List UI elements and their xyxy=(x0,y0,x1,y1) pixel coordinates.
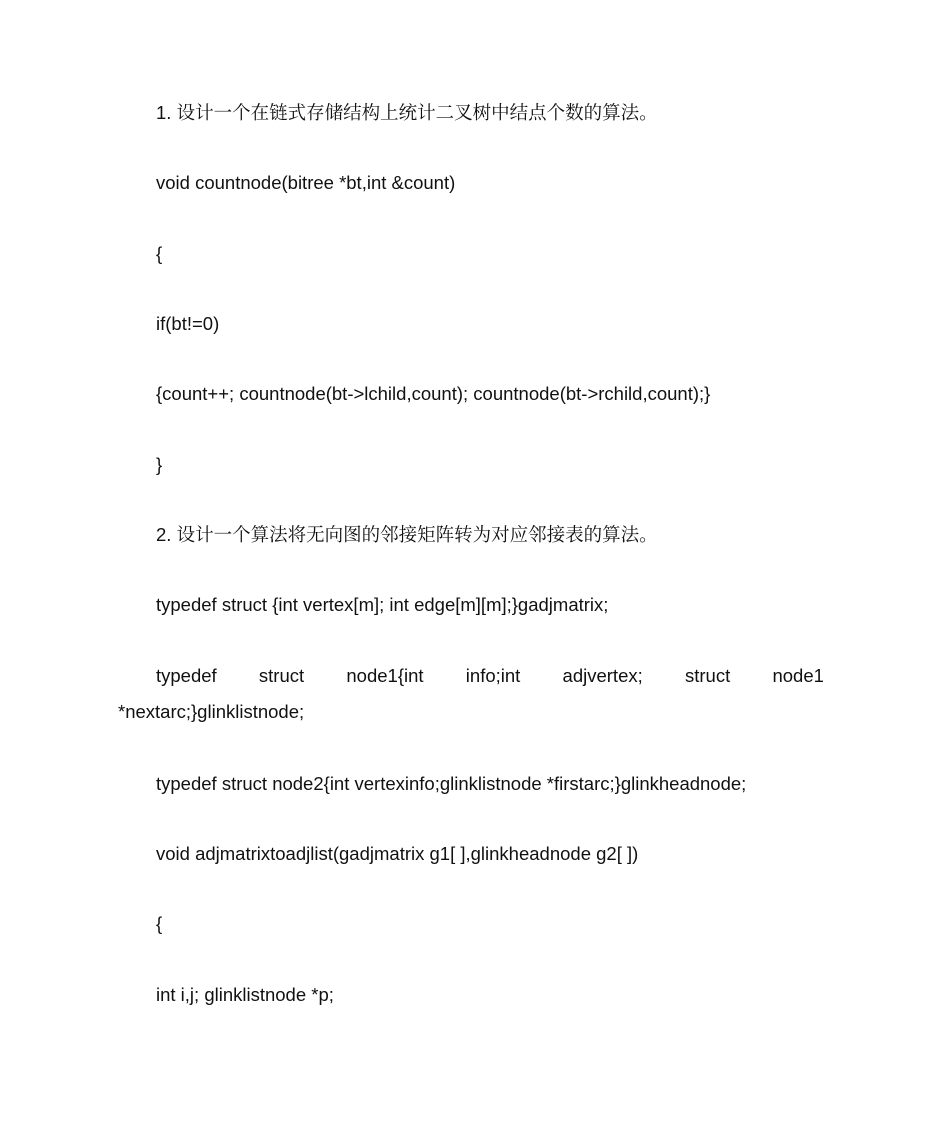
code-line-typedef-node2: typedef struct node2{int vertexinfo;glinklistnode *firstarc;}glinkheadnode; xyxy=(156,773,747,794)
code-line-typedef-node1-first xyxy=(118,658,824,694)
word: node1{int xyxy=(346,665,424,686)
word: node1 xyxy=(772,665,824,686)
code-line-count-recursion: {count++; countnode(bt->lchild,count); countnode(bt->rchild,count);} xyxy=(156,383,711,404)
code-line-if-condition: if(bt!=0) xyxy=(156,313,220,334)
word: info;int xyxy=(465,665,521,686)
code-line-declarations: int i,j; glinklistnode *p; xyxy=(156,984,334,1005)
word: typedef xyxy=(156,665,217,686)
word: struct xyxy=(685,665,731,686)
code-line-close-brace: } xyxy=(156,454,163,475)
word: adjvertex; xyxy=(562,665,643,686)
code-paragraph-typedef-node1 xyxy=(118,658,824,730)
code-line-typedef-gadjmatrix: typedef struct {int vertex[m]; int edge[m][m];}gadjmatrix; xyxy=(156,594,609,615)
code-line-typedef-node1-continuation: *nextarc;}glinklistnode; xyxy=(118,701,305,722)
code-line-open-brace: { xyxy=(156,243,163,264)
word: struct xyxy=(258,665,305,686)
code-line-open-brace-2: { xyxy=(156,913,163,934)
question-2-heading: 2. 设计一个算法将无向图的邻接矩阵转为对应邻接表的算法。 xyxy=(156,524,658,545)
question-1-heading: 1. 设计一个在链式存储结构上统计二叉树中结点个数的算法。 xyxy=(156,102,658,123)
code-line-countnode-signature: void countnode(bitree *bt,int &count) xyxy=(156,172,456,193)
code-line-adjmatrixtoadjlist-signature: void adjmatrixtoadjlist(gadjmatrix g1[ ],glinkheadnode g2[ ]) xyxy=(156,843,639,864)
